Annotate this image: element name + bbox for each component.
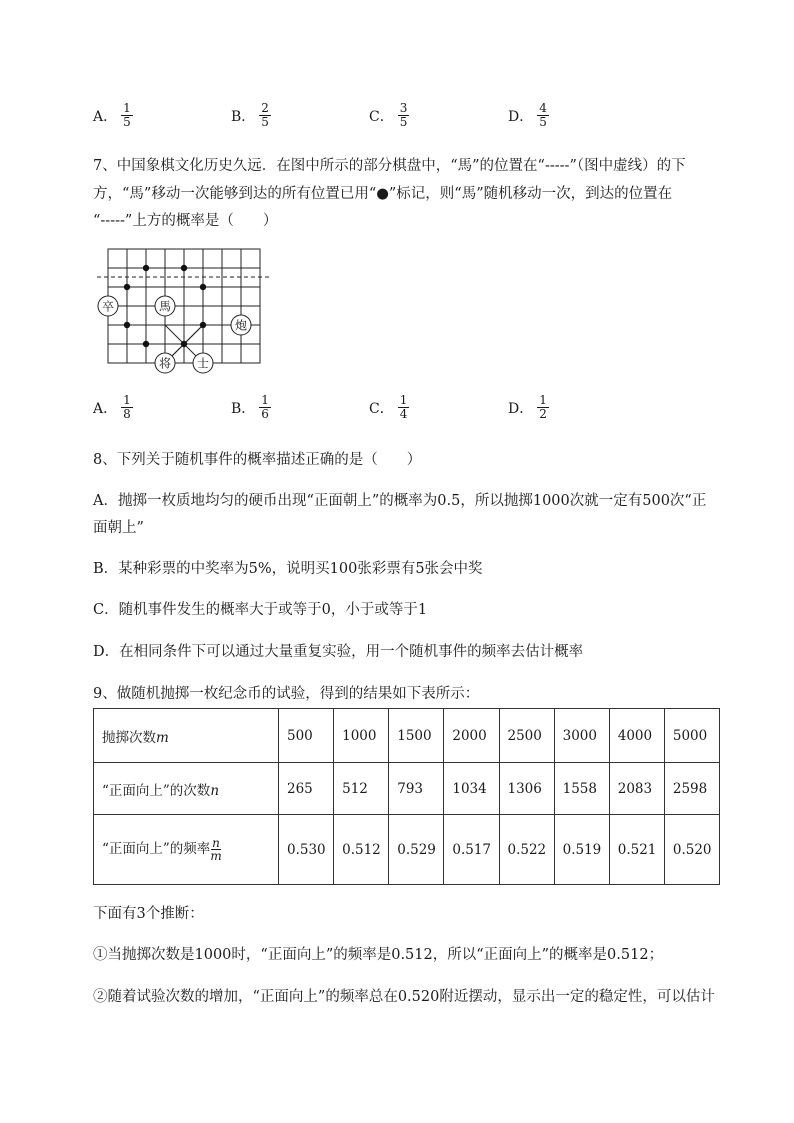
freq-cell: 0.512	[334, 815, 389, 885]
marked-position-dot	[181, 265, 187, 271]
marked-position-dot	[124, 284, 130, 290]
trials-cell: 2000	[444, 709, 499, 763]
table-row-frequency	[94, 815, 720, 885]
q6-option-c: C． $\frac{3}{5}$	[369, 101, 408, 129]
q8-option-c: C．随机事件发生的概率大于或等于0，小于或等于1	[93, 602, 428, 618]
q6-option-b: B． $\frac{2}{5}$	[231, 101, 269, 129]
freq-cell: 0.522	[499, 815, 554, 885]
q8-option-d: D．在相同条件下可以通过大量重复实验，用一个随机事件的频率去估计概率	[93, 644, 584, 660]
trials-cell: 500	[279, 709, 334, 763]
q8-option-a-line2: 面朝上”	[93, 520, 144, 536]
piece-ma-label: 馬	[158, 299, 172, 314]
q8-option-a-line1: A．抛掷一枚质地均匀的硬币出现“正面朝上”的概率为0.5，所以抛掷1000次就一定有500次“正	[93, 493, 707, 509]
trials-cell: 1000	[334, 709, 389, 763]
table-row-trials	[94, 709, 720, 763]
q7-line-1: 7、中国象棋文化历史久远．在图中所示的部分棋盘中，“馬”的位置在“-----”（图中虚线）的下	[93, 158, 686, 174]
q6-option-a: A． $\frac{1}{5}$	[93, 101, 131, 129]
row-label-frequency: “正面向上”的频率 $\frac{n}{m}$	[94, 815, 279, 885]
heads-cell: 793	[389, 763, 444, 815]
trials-cell: 3000	[554, 709, 609, 763]
trials-cell: 4000	[609, 709, 664, 763]
marked-position-dot	[124, 322, 130, 328]
freq-cell: 0.519	[554, 815, 609, 885]
q7-option-c: C． $\frac{1}{4}$	[369, 393, 408, 421]
q9-inference-2: ②随着试验次数的增加，“正面向上”的频率总在0.520附近摆动，显示出一定的稳定性，可以估计	[93, 989, 715, 1005]
piece-shi-label: 士	[196, 356, 210, 371]
heads-cell: 1306	[499, 763, 554, 815]
q7-option-d: D． $\frac{1}{2}$	[508, 393, 547, 421]
q6-option-d: D． $\frac{4}{5}$	[508, 101, 547, 129]
q7-option-b: B． $\frac{1}{6}$	[231, 393, 269, 421]
trials-cell: 5000	[664, 709, 719, 763]
row-label-heads: “正面向上”的次数n	[94, 763, 279, 815]
marked-position-dot	[143, 341, 149, 347]
freq-cell: 0.530	[279, 815, 334, 885]
freq-cell: 0.517	[444, 815, 499, 885]
q9-inference-1: ①当抛掷次数是1000时，“正面向上”的频率是0.512，所以“正面向上”的概率是0.512；	[93, 947, 664, 963]
freq-cell: 0.520	[664, 815, 719, 885]
heads-cell: 2598	[664, 763, 719, 815]
heads-cell: 1034	[444, 763, 499, 815]
q9-stem: 9、做随机抛掷一枚纪念币的试验，得到的结果如下表所示：	[93, 686, 480, 702]
q7-options	[93, 394, 713, 428]
trials-cell: 1500	[389, 709, 444, 763]
q6-options	[93, 102, 713, 136]
q7-line-2: 方，“馬”移动一次能够到达的所有位置已用“●”标记，则“馬”随机移动一次，到达的位置在	[93, 186, 673, 202]
table-row-heads	[94, 763, 720, 815]
trials-cell: 2500	[499, 709, 554, 763]
q7-option-a: A． $\frac{1}{8}$	[93, 393, 131, 421]
marked-position-dot	[200, 284, 206, 290]
row-label-trials: 抛掷次数m	[94, 709, 279, 763]
marked-position-dot	[181, 341, 187, 347]
q8-option-b: B．某种彩票的中奖率为5%，说明买100张彩票有5张会中奖	[93, 561, 483, 577]
q9-results-table	[93, 708, 720, 885]
piece-jiang-label: 将	[158, 356, 172, 371]
piece-zu-label: 卒	[101, 299, 115, 314]
freq-cell: 0.529	[389, 815, 444, 885]
freq-cell: 0.521	[609, 815, 664, 885]
heads-cell: 512	[334, 763, 389, 815]
q8-stem: 8、下列关于随机事件的概率描述正确的是（ ）	[93, 452, 422, 468]
chess-board-figure	[94, 244, 274, 374]
heads-cell: 2083	[609, 763, 664, 815]
marked-position-dot	[143, 265, 149, 271]
q7-line-3: “-----”上方的概率是（ ）	[93, 213, 278, 229]
piece-pao-label: 炮	[234, 318, 248, 333]
n-over-m-fraction: $\frac{n}{m}$	[210, 836, 222, 863]
heads-cell: 1558	[554, 763, 609, 815]
q9-after-table: 下面有3个推断：	[93, 906, 204, 922]
marked-position-dot	[200, 322, 206, 328]
heads-cell: 265	[279, 763, 334, 815]
